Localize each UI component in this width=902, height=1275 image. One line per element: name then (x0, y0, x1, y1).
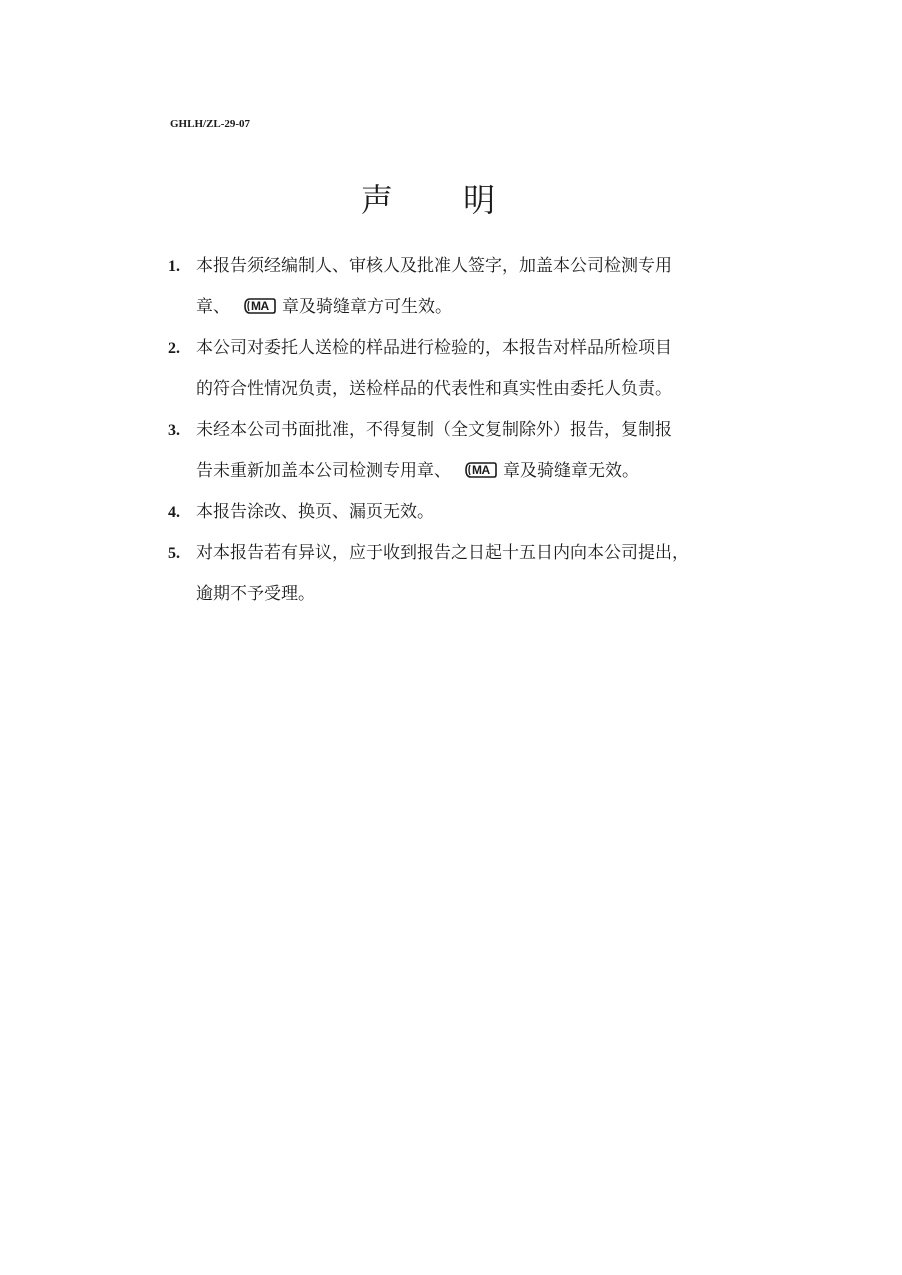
item-text-line: 未经本公司书面批准，不得复制（全文复制除外）报告，复制报 (196, 420, 672, 440)
item-text-line: 本公司对委托人送检的样品进行检验的，本报告对样品所检项目 (196, 338, 672, 358)
cma-mark-icon (244, 298, 276, 314)
statement-item-1 (168, 246, 728, 328)
item-text-segment: 章及骑缝章无效。 (503, 461, 639, 481)
item-number: 3. (168, 422, 180, 439)
cma-mark-label: MA (472, 463, 490, 477)
item-text-segment: 章、 (196, 297, 230, 317)
item-number: 5. (168, 545, 180, 562)
item-text-line: 的符合性情况负责，送检样品的代表性和真实性由委托人负责。 (196, 379, 672, 399)
item-text-line: 对本报告若有异议，应于收到报告之日起十五日内向本公司提出， (196, 543, 689, 563)
item-text-line: 逾期不予受理。 (196, 584, 315, 604)
item-text-line (196, 451, 728, 492)
statement-item-4 (168, 492, 728, 533)
cma-mark-icon (465, 462, 497, 478)
item-text-line: 本报告涂改、换页、漏页无效。 (196, 502, 434, 522)
statement-item-3 (168, 410, 728, 492)
document-code: GHLH/ZL-29-07 (170, 118, 251, 130)
item-text-segment: 告未重新加盖本公司检测专用章、 (196, 461, 451, 481)
page-title: 声 明 (360, 181, 526, 219)
statement-item-5 (168, 533, 728, 615)
item-text-line (196, 287, 728, 328)
statement-item-2 (168, 328, 728, 410)
item-number: 1. (168, 258, 180, 275)
item-text-segment: 章及骑缝章方可生效。 (282, 297, 452, 317)
item-number: 4. (168, 504, 180, 521)
cma-mark-label: MA (251, 299, 269, 313)
statement-list (168, 246, 728, 615)
item-number: 2. (168, 340, 180, 357)
item-text-line: 本报告须经编制人、审核人及批准人签字，加盖本公司检测专用 (196, 256, 672, 276)
